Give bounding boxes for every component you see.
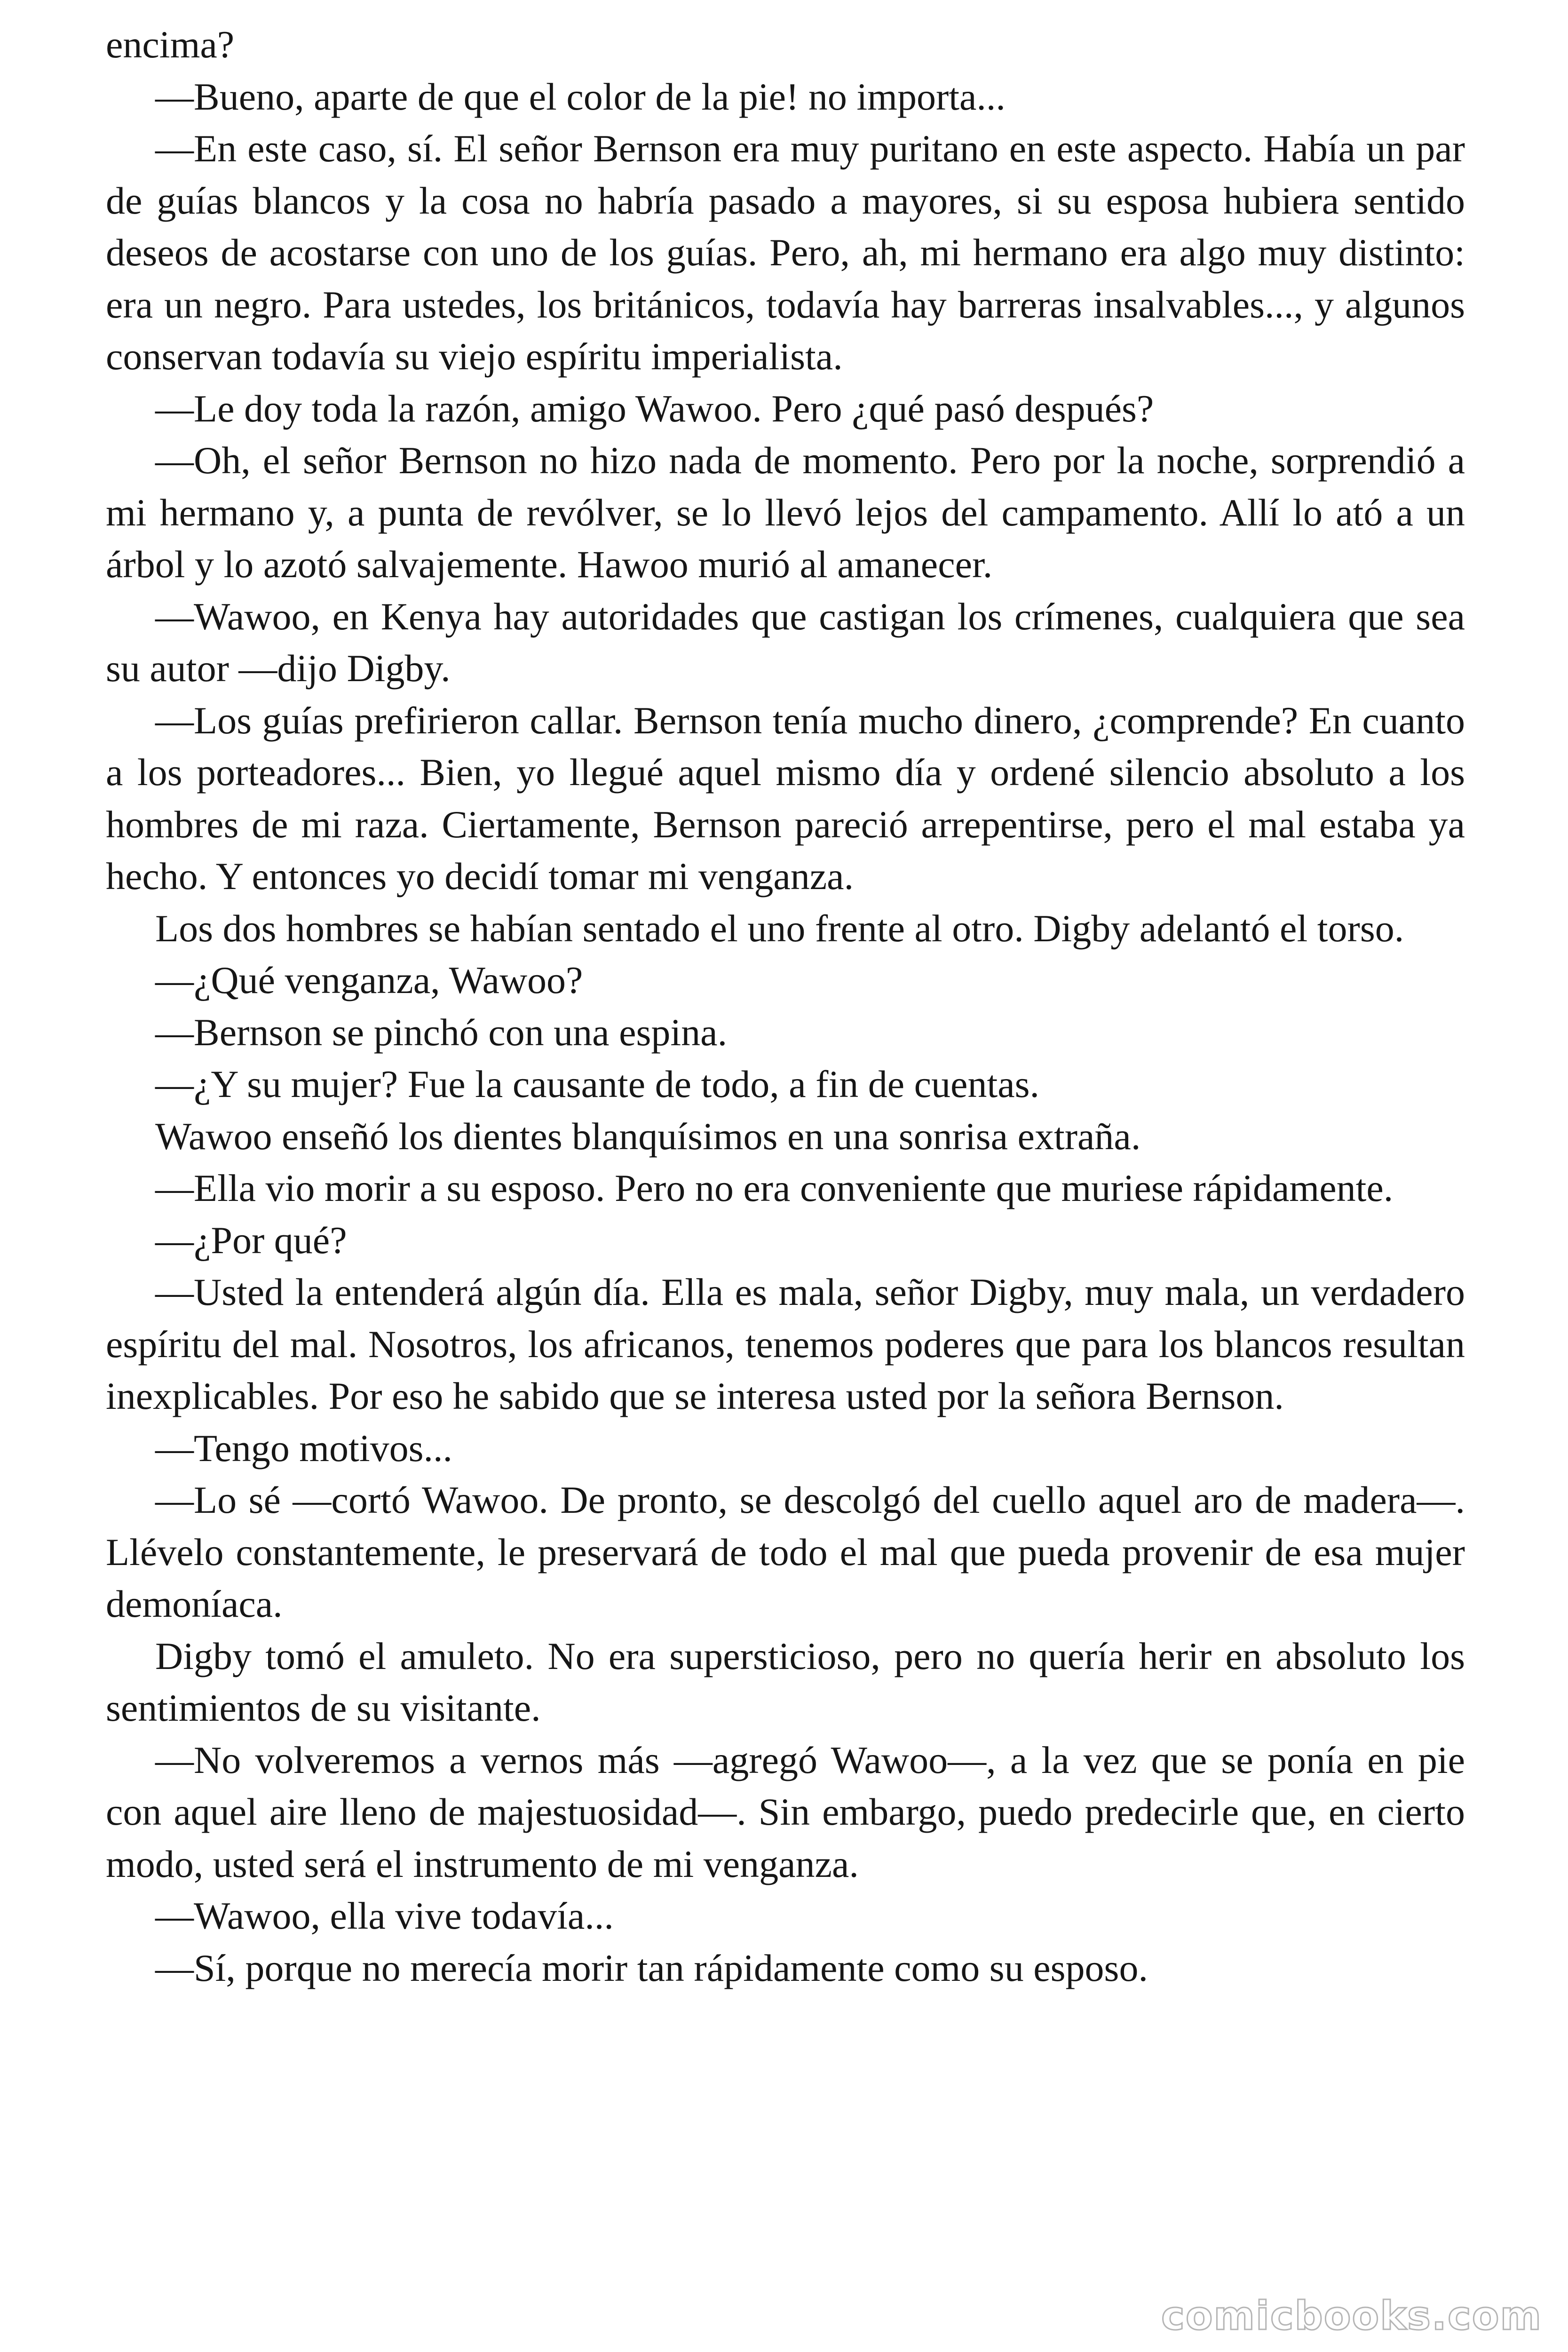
- paragraph: —¿Y su mujer? Fue la causante de todo, a fin de cuentas.: [155, 1063, 1040, 1105]
- paragraph: Los dos hombres se habían sentado el uno frente al otro. Digby adelantó el torso.: [155, 906, 1404, 950]
- paragraph: —Usted la entenderá algún día. Ella es mala, señor Digby, muy mala, un verdadero espíritu del mal. Nosotros, los africanos, tenemos poderes que para los blancos resultan inexplicables. Por eso he sabido que se interesa usted por la señora Bernson.: [106, 1271, 1465, 1417]
- paragraph: —Le doy toda la razón, amigo Wawoo. Pero ¿qué pasó después?: [155, 387, 1154, 430]
- paragraph: —En este caso, sí. El señor Bernson era muy puritano en este aspecto. Había un par de guías blancos y la cosa no habría pasado a mayores, si su esposa hubiera sentido deseos de acostarse con uno de los guías. Pero, ah, mi hermano era algo muy distinto: era un negro. Para ustedes, los británicos, todavía hay barreras insalvables..., y algunos conservan todavía su viejo espíritu imperialista.: [106, 127, 1465, 378]
- paragraph: —No volveremos a vernos más —agregó Wawoo—, a la vez que se ponía en pie con aquel aire lleno de majestuosidad—. Sin embargo, puedo predecirle que, en cierto modo, usted será el instrumento de mi venganza.: [106, 1738, 1465, 1885]
- paragraph: —¿Qué venganza, Wawoo?: [155, 959, 583, 1001]
- paragraph: —Lo sé —cortó Wawoo. De pronto, se descolgó del cuello aquel aro de madera—. Llévelo constantemente, le preservará de todo el mal que pueda provenir de esa mujer demoníaca.: [106, 1478, 1465, 1625]
- paragraph: —Sí, porque no merecía morir tan rápidamente como su esposo.: [155, 1946, 1148, 1989]
- paragraph: —Tengo motivos...: [155, 1426, 453, 1470]
- paragraph: —Los guías prefirieron callar. Bernson tenía mucho dinero, ¿comprende? En cuanto a los porteadores... Bien, yo llegué aquel mismo día y ordené silencio absoluto a los hombres de mi raza. Ciertamente, Bernson pareció arrepentirse, pero el mal estaba ya hecho. Y entonces yo decidí tomar mi venganza.: [106, 699, 1465, 898]
- paragraph: —Oh, el señor Bernson no hizo nada de momento. Pero por la noche, sorprendió a mi hermano y, a punta de revólver, se lo llevó lejos del campamento. Allí lo ató a un árbol y lo azotó salvajemente. Hawoo murió al amanecer.: [106, 439, 1465, 586]
- watermark-text: comicbooks.com: [1161, 2293, 1542, 2339]
- paragraph: —Wawoo, ella vive todavía...: [155, 1894, 614, 1937]
- paragraph-continuation: encima?: [106, 23, 235, 66]
- paragraph: Digby tomó el amuleto. No era supersticioso, pero no quería herir en absoluto los sentimientos de su visitante.: [106, 1634, 1465, 1729]
- paragraph: —Wawoo, en Kenya hay autoridades que castigan los crímenes, cualquiera que sea su autor —dijo Digby.: [106, 595, 1465, 690]
- paragraph: Wawoo enseñó los dientes blanquísimos en una sonrisa extraña.: [155, 1114, 1141, 1158]
- paragraph: —¿Por qué?: [155, 1218, 347, 1262]
- book-page-text: [106, 19, 1465, 1994]
- paragraph: —Bueno, aparte de que el color de la pie! no importa...: [155, 75, 1006, 118]
- paragraph: —Ella vio morir a su esposo. Pero no era conveniente que muriese rápidamente.: [155, 1167, 1394, 1209]
- paragraph: —Bernson se pinchó con una espina.: [155, 1010, 728, 1054]
